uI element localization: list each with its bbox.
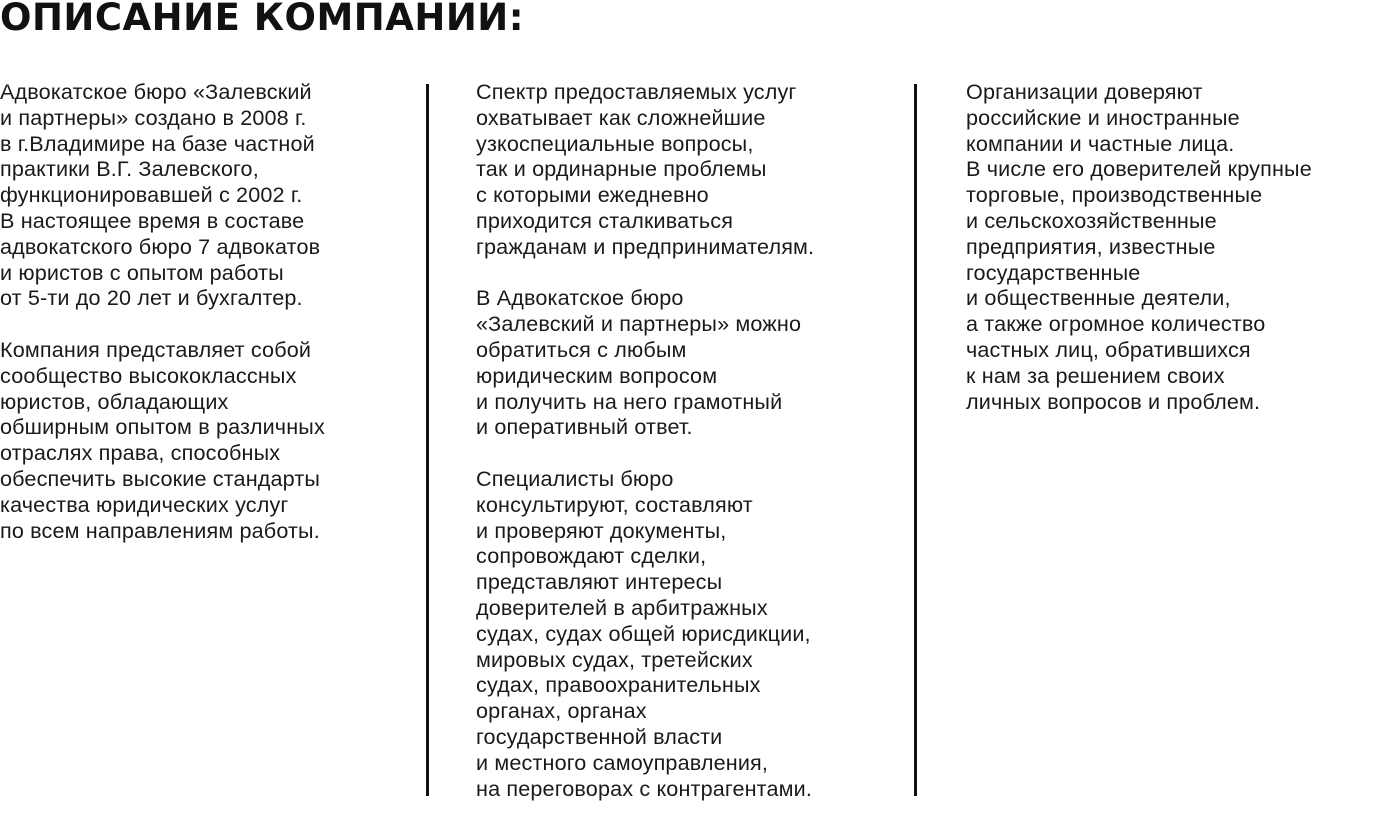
text-column bbox=[0, 79, 400, 569]
text-line: Спектр предоставляемых услуг bbox=[476, 79, 797, 104]
text-line: торговые, производственные bbox=[966, 182, 1263, 208]
text-line: Адвокатское бюро «Залевский bbox=[0, 79, 312, 104]
text-line: и партнеры» создано в 2008 г. bbox=[0, 104, 307, 130]
text-line: предприятия, известные bbox=[966, 233, 1216, 259]
text-line: и общественные деятели, bbox=[966, 285, 1231, 311]
text-line: и получить на него грамотный bbox=[476, 388, 783, 414]
text-line: так и ординарные проблемы bbox=[476, 156, 767, 182]
text-line: и юристов с опытом работы bbox=[0, 259, 284, 285]
text-line: от 5-ти до 20 лет и бухгалтер. bbox=[0, 285, 303, 311]
text-line: к нам за решением своих bbox=[966, 362, 1225, 388]
text-line: обеспечить высокие стандарты bbox=[0, 465, 321, 491]
text-line: доверителей в арбитражных bbox=[476, 594, 768, 620]
text-line: на переговорах с контрагентами. bbox=[476, 775, 812, 801]
text-line: консультируют, составляют bbox=[476, 491, 753, 517]
text-line: В числе его доверителей крупные bbox=[966, 156, 1312, 182]
text-line: в г.Владимире на базе частной bbox=[0, 130, 315, 156]
paragraph bbox=[0, 79, 400, 311]
column-divider bbox=[914, 84, 917, 796]
text-line: «Залевский и партнеры» можно bbox=[476, 311, 802, 337]
text-line: сопровождают сделки, bbox=[476, 543, 707, 569]
column-divider bbox=[426, 84, 429, 796]
text-line: государственные bbox=[966, 259, 1141, 285]
text-line: и оперативный ответ. bbox=[476, 414, 693, 440]
text-line: сообщество высококлассных bbox=[0, 362, 297, 388]
text-line: Компания представляет собой bbox=[0, 336, 312, 362]
text-line: адвокатского бюро 7 адвокатов bbox=[0, 233, 321, 259]
text-line: гражданам и предпринимателям. bbox=[476, 233, 815, 259]
text-line: частных лиц, обратившихся bbox=[966, 336, 1251, 362]
text-line: представляют интересы bbox=[476, 569, 723, 595]
text-line: судах, судах общей юрисдикции, bbox=[476, 620, 811, 646]
text-line: органах, органах bbox=[476, 698, 647, 724]
text-line: компании и частные лица. bbox=[966, 130, 1235, 156]
text-line: с которыми ежедневно bbox=[476, 182, 709, 208]
text-line: государственной власти bbox=[476, 723, 723, 749]
text-line: приходится сталкиваться bbox=[476, 207, 734, 233]
text-line: охватывает как сложнейшие bbox=[476, 104, 766, 130]
paragraph bbox=[0, 337, 400, 543]
text-line: Специалисты бюро bbox=[476, 465, 674, 491]
text-column bbox=[476, 79, 896, 827]
text-line: В настоящее время в составе bbox=[0, 207, 305, 233]
text-line: и местного самоуправления, bbox=[476, 749, 769, 775]
text-column bbox=[966, 79, 1376, 440]
text-line: практики В.Г. Залевского, bbox=[0, 156, 259, 182]
text-line: и проверяют документы, bbox=[476, 517, 727, 543]
text-line: функционировавшей с 2002 г. bbox=[0, 182, 303, 208]
text-line: обширным опытом в различных bbox=[0, 414, 325, 440]
paragraph bbox=[476, 285, 896, 440]
paragraph bbox=[476, 79, 896, 260]
text-line: узкоспециальные вопросы, bbox=[476, 130, 754, 156]
text-line: Организации доверяют bbox=[966, 79, 1203, 104]
page-title: ОПИСАНИЕ КОМПАНИИ: bbox=[0, 0, 525, 39]
text-line: российские и иностранные bbox=[966, 104, 1240, 130]
text-line: а также огромное количество bbox=[966, 311, 1266, 337]
paragraph bbox=[966, 79, 1376, 414]
text-line: обратиться с любым bbox=[476, 336, 687, 362]
text-line: и сельскохозяйственные bbox=[966, 207, 1217, 233]
text-line: мировых судах, третейских bbox=[476, 646, 753, 672]
text-line: качества юридических услуг bbox=[0, 491, 289, 517]
paragraph bbox=[476, 466, 896, 801]
text-line: юристов, обладающих bbox=[0, 388, 229, 414]
text-line: отраслях права, способных bbox=[0, 440, 281, 466]
text-line: В Адвокатское бюро bbox=[476, 285, 684, 311]
text-line: по всем направлениям работы. bbox=[0, 517, 320, 543]
text-line: личных вопросов и проблем. bbox=[966, 388, 1261, 414]
text-line: судах, правоохранительных bbox=[476, 672, 761, 698]
text-line: юридическим вопросом bbox=[476, 362, 718, 388]
